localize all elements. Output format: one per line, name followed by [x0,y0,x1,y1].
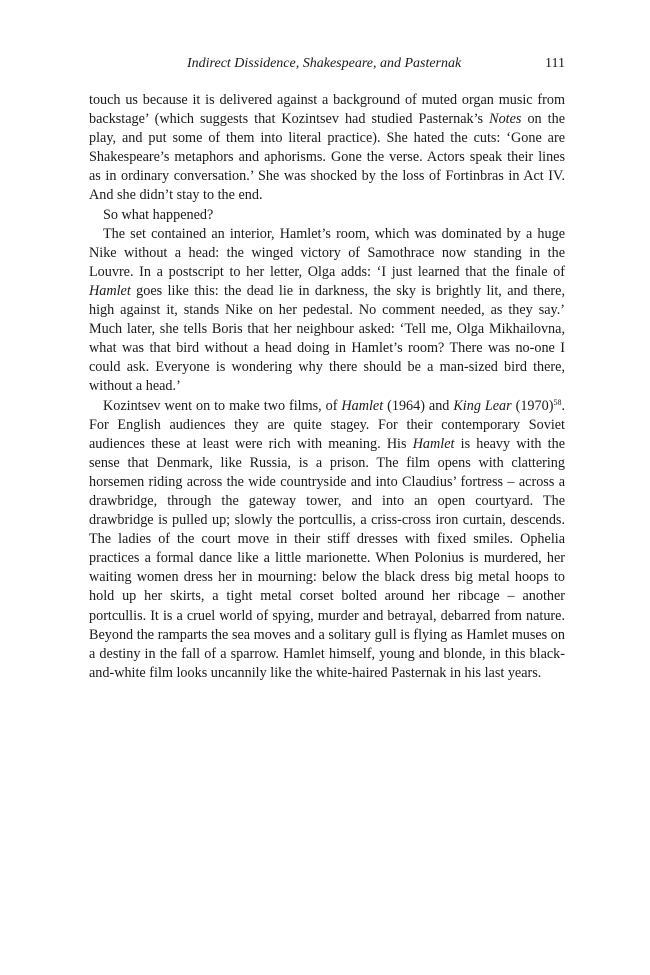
italic-title: Hamlet [412,435,455,452]
paragraph-2 [89,206,565,225]
text-run: So what happened? [103,206,214,223]
text-run: The set contained an interior, Hamlet’s room, which was dominated by a huge Nike without a head: the winged victory of Samothrace now standing in the Louvre. In a postscript to her letter, Olga adds: ‘I just learned that the finale of [89,225,565,280]
text-run: goes like this: the dead lie in darkness, the sky is brightly lit, and there, high against it, stands Nike on her pedestal. No comment needed, as they say.’ Much later, she tells Boris that her neighbour asked: ‘Tell me, Olga Mikhailovna, what was that bird without a head doing in Hamlet’s room? There was no-one I could ask. Everyone is wondering why there should be a man-sized bird there, without a head.’ [89,282,565,395]
italic-title: Hamlet [89,282,131,299]
running-head-title: Indirect Dissidence, Shakespeare, and Pasternak [187,56,462,71]
italic-title: Hamlet [341,397,384,414]
text-run: on the play, and put some of them into literal practice). She hated the cuts: ‘Gone are Shakespeare’s metaphors and aphorisms. Gone the verse. Actors speak their lines as in ordinary conversation.’ She was shocked by the loss of Fortinbras in Act IV. And she didn’t stay to the end. [89,111,565,204]
text-run: (1964) and [383,397,454,414]
text-run: Kozintsev went on to make two films, of [103,397,342,414]
paragraph-4 [89,397,565,683]
italic-title: King Lear [453,397,512,414]
page-number: 111 [545,56,565,71]
text-run: touch us because it is delivered against a background of muted organ music from backstage’ (which suggests that Kozintsev had studied Pasternak’s [89,92,565,128]
footnote-marker[interactable]: 58 [553,397,562,407]
paragraph-1 [89,91,565,206]
running-head [89,56,565,76]
italic-title: Notes [489,111,522,128]
text-run: is heavy with the sense that Denmark, like Russia, is a prison. The film opens with clattering horsemen riding across the wide countryside and into Claudius’ fortress – across a drawbridge, through the gateway tower, and into an open courtyard. The drawbridge is pulled up; slowly the portcullis, a criss-cross iron curtain, descends. The ladies of the court move in their stiff dresses with fixed smiles. Ophelia practices a formal dance like a little marionette. When Polonius is murdered, her waiting women dress her in mourning: below the black dress big metal hoops to hold up her skirts, a tight metal corset bolted around her ribcage – another portcullis. It is a cruel world of spying, murder and betrayal, debarred from nature. Beyond the ramparts the sea moves and a solitary gull is flying as Hamlet muses on a destiny in the fall of a sparrow. Hamlet himself, young and blonde, in this black-and-white film looks uncannily like the white-haired Pasternak in his last years. [89,435,565,681]
paragraph-3 [89,225,565,397]
text-run: . For English audiences they are quite stagey. For their contemporary Soviet audiences these at least were rich with meaning. His [89,397,565,452]
body-text [89,91,565,683]
text-run: (1970) [511,397,554,414]
